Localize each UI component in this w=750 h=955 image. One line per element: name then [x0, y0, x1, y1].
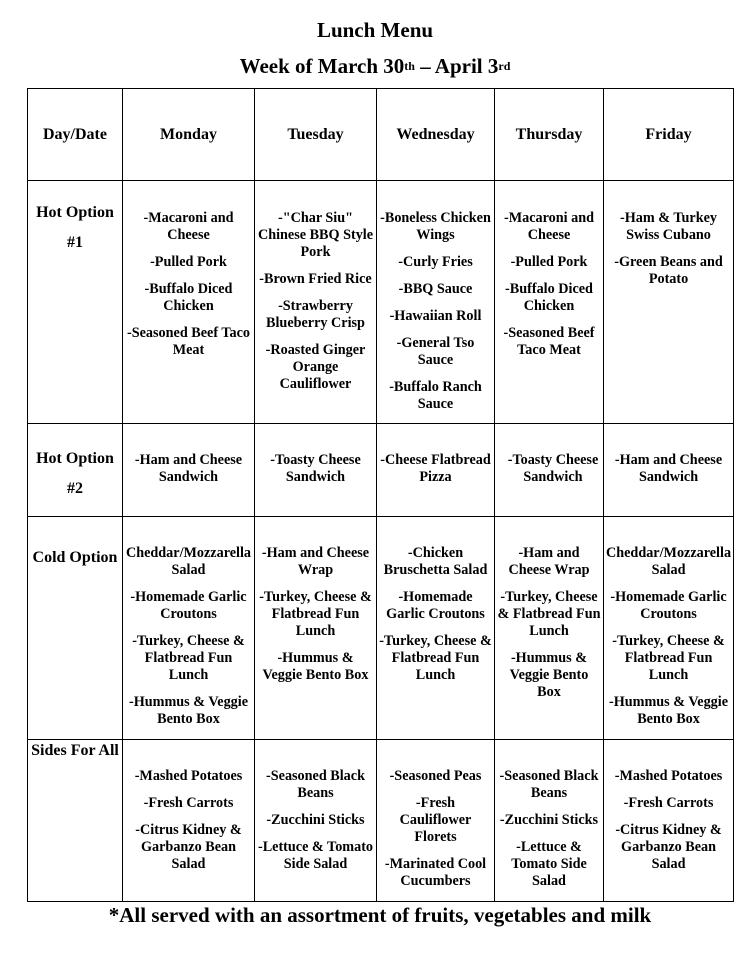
menu-title: Lunch Menu: [316, 18, 434, 42]
row-label-hot-2: [28, 424, 123, 517]
menu-item: -Brown Fried Rice: [259, 271, 372, 287]
menu-item: -Toasty Cheese Sandwich: [270, 452, 361, 485]
menu-item: -Turkey, Cheese & Flatbread Fun Lunch: [259, 589, 372, 639]
menu-item: -Citrus Kidney & Garbanzo Bean Salad: [615, 822, 722, 872]
row-label-line: Hot Option: [36, 450, 114, 467]
menu-item: -Fresh Cauliflower Florets: [399, 795, 472, 845]
cell-sides-monday: [123, 740, 255, 902]
header-thursday: Thursday: [495, 89, 604, 181]
subtitle-sup-th: th: [404, 59, 415, 73]
menu-item: -Roasted Ginger Orange Cauliflower: [265, 342, 366, 392]
menu-item: -Curly Fries: [398, 254, 473, 270]
cell-hot1-monday: [123, 181, 255, 424]
header-friday: Friday: [604, 89, 734, 181]
menu-item: -General Tso Sauce: [396, 335, 475, 368]
menu-item: -"Char Siu" Chinese BBQ Style Pork: [257, 210, 374, 260]
menu-item: -Homemade Garlic Croutons: [386, 589, 485, 622]
header-monday: Monday: [123, 89, 255, 181]
cell-hot2-wednesday: [377, 424, 495, 517]
menu-item: -Zucchini Sticks: [499, 812, 599, 828]
cell-cold-monday: [123, 517, 255, 740]
cell-sides-thursday: [495, 740, 604, 902]
menu-item: Cheddar/Mozzarella Salad: [125, 545, 252, 578]
menu-item: -Boneless Chicken Wings: [380, 210, 491, 243]
row-label-line: Sides For All: [31, 742, 119, 759]
menu-item: -Hummus & Veggie Bento Box: [609, 694, 729, 727]
cell-hot2-friday: [604, 424, 734, 517]
row-label-line: #1: [67, 234, 83, 251]
header-daydate: Day/Date: [28, 89, 123, 181]
subtitle-middle: – April 3: [414, 54, 499, 78]
menu-item: -Homemade Garlic Croutons: [130, 589, 247, 622]
menu-item: -Zucchini Sticks: [266, 812, 365, 828]
cell-hot1-tuesday: [255, 181, 377, 424]
menu-item: -Marinated Cool Cucumbers: [384, 856, 487, 889]
menu-item: -Mashed Potatoes: [614, 768, 723, 784]
header-row: [28, 89, 734, 181]
menu-item: -Mashed Potatoes: [134, 768, 243, 784]
menu-item: -Hummus & Veggie Bento Box: [509, 650, 589, 700]
menu-item: -Turkey, Cheese & Flatbread Fun Lunch: [497, 589, 601, 639]
menu-item: -Buffalo Ranch Sauce: [389, 379, 482, 412]
cell-hot1-friday: [604, 181, 734, 424]
menu-item: -Ham and Cheese Sandwich: [134, 452, 243, 485]
cell-hot2-tuesday: [255, 424, 377, 517]
week-subtitle: [0, 54, 750, 81]
row-label-cold: [28, 517, 123, 740]
menu-item: -Lettuce & Tomato Side Salad: [511, 839, 587, 889]
menu-item: -Chicken Bruschetta Salad: [383, 545, 488, 578]
cell-sides-tuesday: [255, 740, 377, 902]
cell-hot1-wednesday: [377, 181, 495, 424]
menu-item: -Buffalo Diced Chicken: [144, 281, 233, 314]
row-sides-for-all: [28, 740, 734, 902]
cell-cold-thursday: [495, 517, 604, 740]
menu-item: -Cheese Flatbread Pizza: [380, 452, 491, 485]
row-hot-option-2: [28, 424, 734, 517]
menu-item: -Seasoned Beef Taco Meat: [127, 325, 250, 358]
menu-item: -Fresh Carrots: [143, 795, 234, 811]
row-cold-option: [28, 517, 734, 740]
cell-hot2-monday: [123, 424, 255, 517]
menu-item: -Citrus Kidney & Garbanzo Bean Salad: [135, 822, 242, 872]
menu-item: -Green Beans and Potato: [614, 254, 723, 287]
footer-note: *All served with an assortment of fruits, vegetables and milk: [108, 903, 652, 927]
menu-item: -Macaroni and Cheese: [504, 210, 594, 243]
row-label-line: Hot Option: [36, 204, 114, 221]
menu-item: -Seasoned Black Beans: [499, 768, 599, 801]
menu-item: -BBQ Sauce: [398, 281, 473, 297]
cell-cold-tuesday: [255, 517, 377, 740]
row-label-line: Cold Option: [32, 549, 118, 566]
menu-item: -Buffalo Diced Chicken: [505, 281, 593, 314]
menu-item: -Turkey, Cheese & Flatbread Fun Lunch: [132, 633, 245, 683]
menu-item: -Toasty Cheese Sandwich: [507, 452, 599, 485]
menu-item: -Pulled Pork: [510, 254, 588, 270]
row-label-hot-1: [28, 181, 123, 424]
menu-item: -Ham and Cheese Sandwich: [614, 452, 723, 485]
row-label-sides: [28, 740, 123, 902]
menu-item: -Seasoned Black Beans: [266, 768, 365, 801]
menu-item: -Seasoned Peas: [389, 768, 482, 784]
cell-sides-friday: [604, 740, 734, 902]
row-hot-option-1: [28, 181, 734, 424]
menu-item: -Turkey, Cheese & Flatbread Fun Lunch: [379, 633, 492, 683]
menu-item: -Strawberry Blueberry Crisp: [266, 298, 365, 331]
menu-item: -Ham and Cheese Wrap: [261, 545, 370, 578]
cell-cold-friday: [604, 517, 734, 740]
menu-item: -Ham & Turkey Swiss Cubano: [620, 210, 717, 243]
menu-item: -Ham and Cheese Wrap: [508, 545, 590, 578]
menu-table: [27, 88, 734, 902]
menu-item: -Lettuce & Tomato Side Salad: [257, 839, 374, 872]
cell-hot2-thursday: [495, 424, 604, 517]
subtitle-sup-rd: rd: [498, 59, 511, 73]
menu-item: -Hawaiian Roll: [389, 308, 482, 324]
menu-item: -Macaroni and Cheese: [143, 210, 234, 243]
menu-item: -Pulled Pork: [150, 254, 227, 270]
menu-item: Cheddar/Mozzarella Salad: [606, 545, 732, 578]
subtitle-prefix: Week of March 30: [239, 54, 405, 78]
header-tuesday: Tuesday: [255, 89, 377, 181]
cell-hot1-thursday: [495, 181, 604, 424]
menu-item: -Fresh Carrots: [623, 795, 714, 811]
cell-cold-wednesday: [377, 517, 495, 740]
header-wednesday: Wednesday: [377, 89, 495, 181]
menu-item: -Hummus & Veggie Bento Box: [128, 694, 249, 727]
cell-sides-wednesday: [377, 740, 495, 902]
menu-item: -Hummus & Veggie Bento Box: [262, 650, 369, 683]
menu-item: -Homemade Garlic Croutons: [610, 589, 727, 622]
row-label-line: #2: [67, 480, 83, 497]
menu-item: -Turkey, Cheese & Flatbread Fun Lunch: [612, 633, 725, 683]
menu-item: -Seasoned Beef Taco Meat: [503, 325, 595, 358]
